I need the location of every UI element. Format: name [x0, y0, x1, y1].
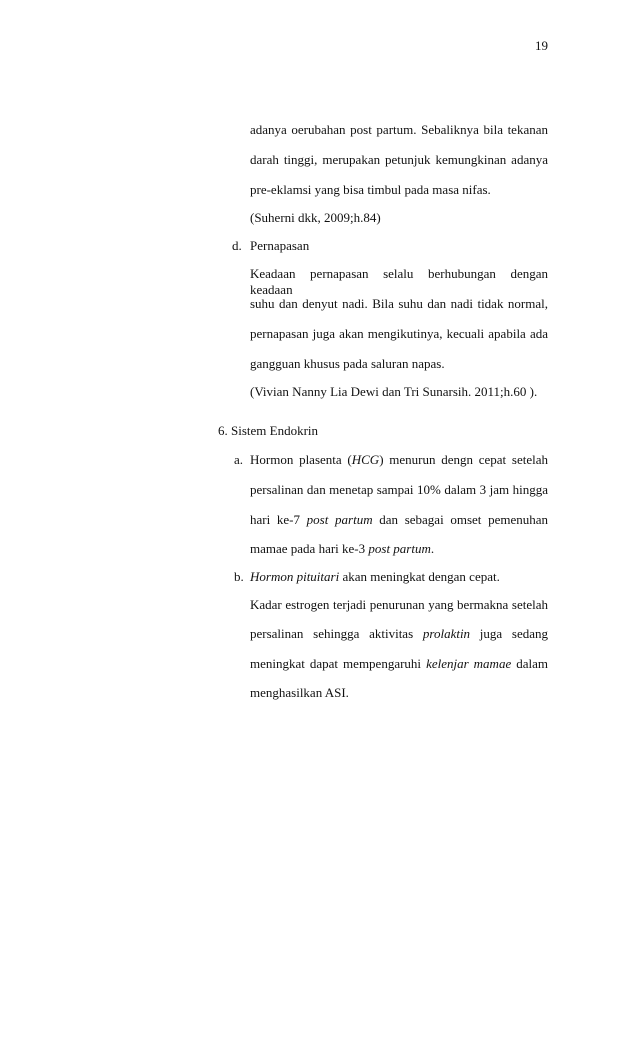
- body-line: Keadaan pernapasan selalu berhubungan dengan keadaan: [250, 266, 548, 297]
- list-marker: a.: [234, 452, 244, 467]
- list-marker: d.: [232, 238, 242, 253]
- body-line: darah tinggi, merupakan petunjuk kemungkinan adanya: [250, 152, 548, 167]
- list-marker: b.: [234, 569, 244, 584]
- body-line: Kadar estrogen terjadi penurunan yang bermakna setelah: [250, 597, 548, 612]
- body-line: persalinan dan menetap sampai 10% dalam 3 jam hingga: [250, 482, 548, 497]
- body-line: adanya oerubahan post partum. Sebaliknya bila tekanan: [250, 122, 548, 137]
- body-line: meningkat dapat mempengaruhi kelenjar mamae dalam: [250, 656, 548, 671]
- body-line: Hormon pituitari akan meningkat dengan cepat.: [250, 569, 500, 584]
- body-line: suhu dan denyut nadi. Bila suhu dan nadi tidak normal,: [250, 296, 548, 311]
- subheading-pernapasan: Pernapasan: [250, 238, 310, 253]
- page-number: 19: [535, 38, 548, 53]
- body-line: menghasilkan ASI.: [250, 685, 349, 700]
- body-line: mamae pada hari ke-3 post partum.: [250, 541, 435, 556]
- body-line: persalinan sehingga aktivitas prolaktin juga sedang: [250, 626, 548, 641]
- section-heading-sistem-endokrin: 6. Sistem Endokrin: [218, 423, 319, 438]
- citation: (Suherni dkk, 2009;h.84): [250, 210, 381, 225]
- body-line: hari ke-7 post partum dan sebagai omset pemenuhan: [250, 512, 549, 527]
- body-line: pernapasan juga akan mengikutinya, kecuali apabila ada: [250, 326, 548, 341]
- body-line: pre-eklamsi yang bisa timbul pada masa nifas.: [250, 182, 491, 197]
- citation: (Vivian Nanny Lia Dewi dan Tri Sunarsih. 2011;h.60 ).: [250, 384, 538, 399]
- body-line: gangguan khusus pada saluran napas.: [250, 356, 445, 371]
- body-line: Hormon plasenta (HCG) menurun dengn cepat setelah: [250, 452, 548, 467]
